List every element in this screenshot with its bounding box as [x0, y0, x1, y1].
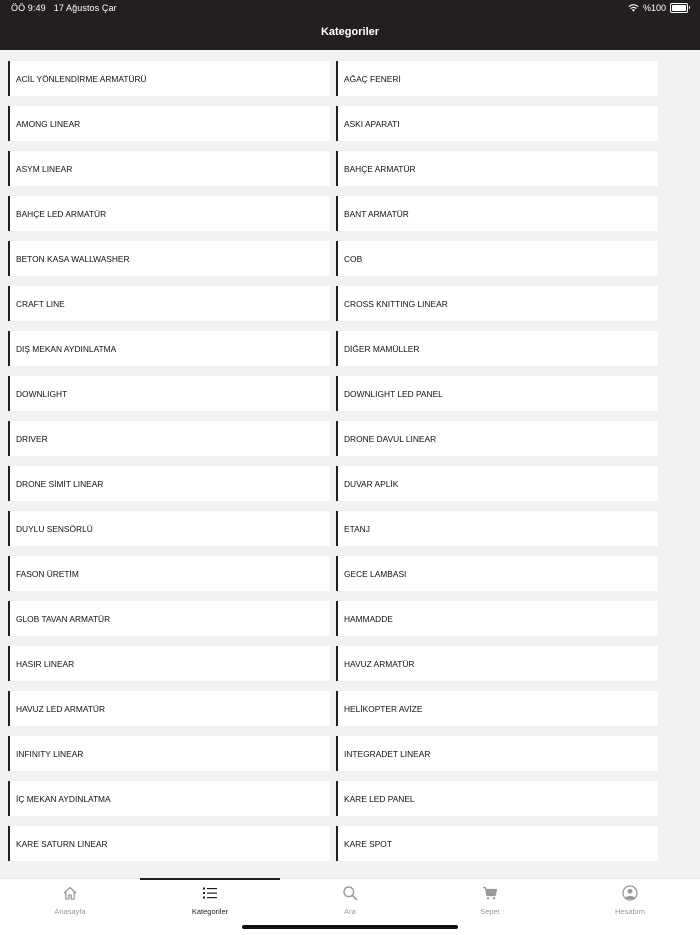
tab-label: Kategoriler: [191, 907, 229, 916]
category-item[interactable]: BAHÇE LED ARMATÜR: [8, 196, 330, 231]
category-item[interactable]: FASON ÜRETİM: [8, 556, 330, 591]
category-item[interactable]: ACİL YÖNLENDİRME ARMATÜRÜ: [8, 61, 330, 96]
category-item[interactable]: DRONE DAVUL LINEAR: [336, 421, 658, 456]
category-item[interactable]: DRONE SİMİT LINEAR: [8, 466, 330, 501]
battery-percent: %100: [642, 3, 666, 13]
account-icon: [622, 885, 638, 901]
category-item[interactable]: HELİKOPTER AVİZE: [336, 691, 658, 726]
category-item[interactable]: BANT ARMATÜR: [336, 196, 658, 231]
category-item[interactable]: KARE SPOT: [336, 826, 658, 861]
category-item[interactable]: ASKI APARATI: [336, 106, 658, 141]
tab-ara[interactable]: [280, 885, 420, 916]
category-item[interactable]: KARE SATURN LINEAR: [8, 826, 330, 861]
tab-label: Hesabım: [614, 907, 645, 916]
tab-kategoriler[interactable]: [140, 885, 280, 916]
category-item[interactable]: AĞAÇ FENERİ: [336, 61, 658, 96]
category-item[interactable]: ASYM LINEAR: [8, 151, 330, 186]
category-item[interactable]: CROSS KNITTING LINEAR: [336, 286, 658, 321]
category-item[interactable]: GECE LAMBASI: [336, 556, 658, 591]
list-icon: [202, 885, 218, 901]
top-bar: [0, 0, 700, 50]
cart-icon: [482, 885, 498, 901]
status-date: 17 Ağustos Çar: [53, 3, 117, 13]
category-item[interactable]: BETON KASA WALLWASHER: [8, 241, 330, 276]
search-icon: [342, 885, 358, 901]
tab-label: Sepet: [480, 907, 500, 916]
category-item[interactable]: DIŞ MEKAN AYDINLATMA: [8, 331, 330, 366]
status-bar-right: [628, 3, 688, 13]
category-item[interactable]: DUVAR APLİK: [336, 466, 658, 501]
category-item[interactable]: DİĞER MAMÜLLER: [336, 331, 658, 366]
category-item[interactable]: DOWNLIGHT LED PANEL: [336, 376, 658, 411]
category-item[interactable]: HAVUZ LED ARMATÜR: [8, 691, 330, 726]
tab-anasayfa[interactable]: [0, 885, 140, 916]
category-item[interactable]: KARE LED PANEL: [336, 781, 658, 816]
home-icon: [62, 885, 78, 901]
category-item[interactable]: HAMMADDE: [336, 601, 658, 636]
category-item[interactable]: DUYLU SENSÖRLÜ: [8, 511, 330, 546]
home-indicator: [242, 925, 458, 929]
tab-sepet[interactable]: [420, 885, 560, 916]
category-item[interactable]: ETANJ: [336, 511, 658, 546]
battery-icon: [670, 3, 688, 13]
status-time: ÖÖ 9:49: [11, 3, 46, 13]
category-item[interactable]: İÇ MEKAN AYDINLATMA: [8, 781, 330, 816]
category-item[interactable]: BAHÇE ARMATÜR: [336, 151, 658, 186]
category-item[interactable]: GLOB TAVAN ARMATÜR: [8, 601, 330, 636]
page-title: Kategoriler: [320, 26, 380, 38]
category-item[interactable]: INTEGRADET LINEAR: [336, 736, 658, 771]
active-tab-indicator: [140, 878, 280, 880]
tab-label: Ara: [344, 907, 356, 916]
category-item[interactable]: HASIR LINEAR: [8, 646, 330, 681]
category-item[interactable]: DOWNLIGHT: [8, 376, 330, 411]
category-item[interactable]: DRIVER: [8, 421, 330, 456]
category-item[interactable]: CRAFT LINE: [8, 286, 330, 321]
tab-hesabim[interactable]: [560, 885, 700, 916]
tab-label: Anasayfa: [54, 907, 86, 916]
category-item[interactable]: AMONG LINEAR: [8, 106, 330, 141]
category-item[interactable]: HAVUZ ARMATÜR: [336, 646, 658, 681]
status-bar-left: [11, 3, 125, 13]
category-item[interactable]: COB: [336, 241, 658, 276]
category-grid: [8, 61, 658, 861]
wifi-icon: [628, 4, 639, 12]
category-item[interactable]: INFINITY LINEAR: [8, 736, 330, 771]
